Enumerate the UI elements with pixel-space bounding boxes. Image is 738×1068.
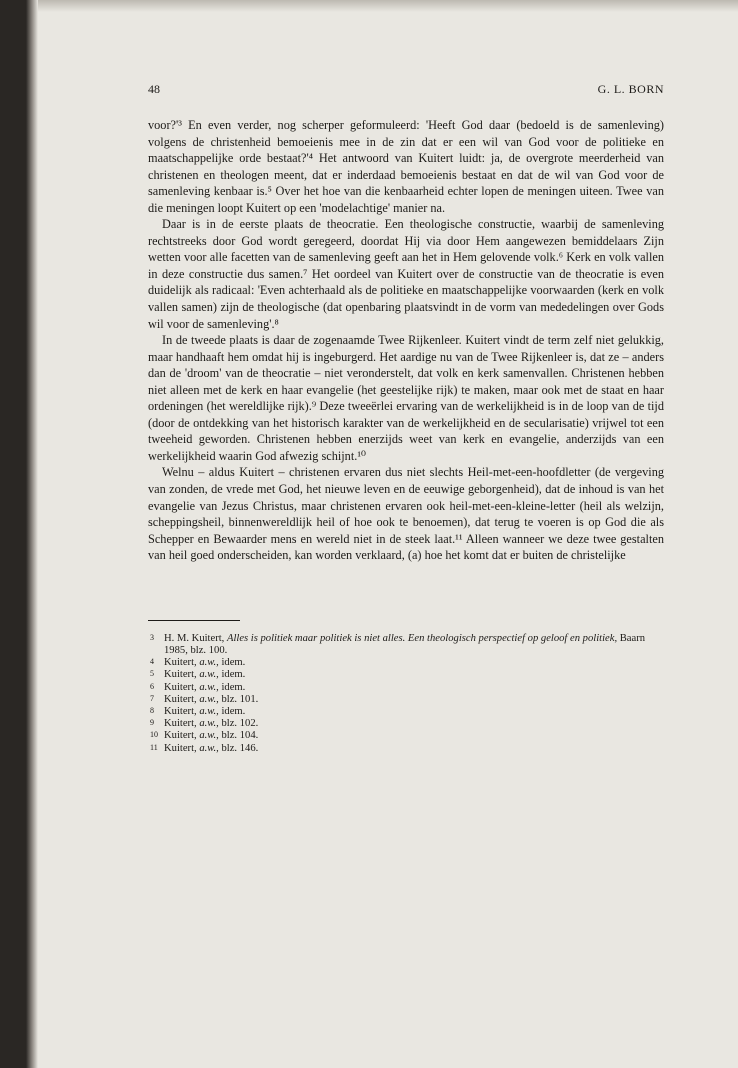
footnote (148, 694, 664, 706)
footnote-text: Kuitert, a.w., idem. (164, 669, 246, 681)
scan-binding-shadow (0, 0, 38, 1068)
running-header (148, 82, 664, 104)
footnote-number: 5 (150, 669, 154, 679)
footnote-text: Kuitert, a.w., idem. (164, 681, 246, 693)
running-head-author: G. L. BORN (597, 82, 664, 96)
body-text (148, 117, 664, 564)
footnote-text: Kuitert, a.w., idem. (164, 705, 246, 717)
paragraph: voor?'³ En even verder, nog scherper geformuleerd: 'Heeft God daar (bedoeld is de samenleving) volgens de christenheid bemoeienis mee in de zin dat er een wil van God voor de politieke en maatschappelijke orde bestaat?'⁴ Het antwoord van Kuitert luidt: ja, de overgrote meerderheid van christenen en theologen meent, dat er inderdaad bemoeienis bestaat en dat de wil van God voor de samenleving kenbaar is.⁵ Over het hoe van die kenbaarheid echter lopen de meningen uiteen. Twee van die meningen loopt Kuitert op een 'modelachtige' manier na. (148, 118, 664, 215)
footnote (148, 706, 664, 718)
paragraph: Daar is in de eerste plaats de theocratie. Een theologische constructie, waarbij de samenleving rechtstreeks door God wordt geregeerd, doordat Hij via door Hem aangewezen bemiddelaars Zijn wetten voor alle facetten van de samenleving geeft aan het in Hem gelovende volk.⁶ Kerk en volk vallen in deze constructie dus samen.⁷ Het oordeel van Kuitert over de constructie van de theocratie is even duidelijk als radicaal: 'Even achterhaald als de politieke en maatschappelijke voorwaarden (kerk en volk vallen samen) zijn de theologische (dat openbaring plaatsvindt in de vorm van mededelingen over Gods wil voor de samenleving'.⁸ (148, 217, 664, 331)
footnote-number: 6 (150, 681, 154, 691)
footnote-number: 7 (150, 693, 154, 703)
footnote-number: 8 (150, 705, 154, 715)
footnote (148, 743, 664, 755)
footnote-divider (148, 620, 240, 621)
footnotes (148, 633, 664, 755)
footnote-number: 3 (150, 632, 154, 642)
footnote-text: Kuitert, a.w., blz. 146. (164, 742, 259, 754)
work-title: Alles is politiek maar politiek is niet alles. Een theologisch perspectief op geloof en politiek, (226, 632, 618, 644)
scan-top-shadow (0, 0, 738, 12)
footnote-text: Kuitert, a.w., idem. (164, 657, 246, 669)
footnote-number: 9 (150, 718, 154, 728)
footnote (148, 633, 664, 657)
footnote-text: H. M. Kuitert, Alles is politiek maar politiek is niet alles. Een theologisch perspectief op geloof en politiek, Baarn 1985, blz. 100. (164, 632, 646, 656)
paragraph: In de tweede plaats is daar de zogenaamde Twee Rijkenleer. Kuitert vindt de term zelf niet gelukkig, maar handhaaft hem omdat hij is ingeburgerd. Het aardige nu van de Twee Rijkenleer is, dat ze – anders dan de 'droom' van de theocratie – niet veronderstelt, dat volk en kerk samenvallen. Christenen hebben niet alleen met de kerk en haar evangelie (het geestelijke rijk) te maken, maar ook met de staat en haar ordeningen (het wereldlijke rijk).⁹ Deze tweeërlei ervaring van de werkelijkheid is in de loop van de tijd (door de ontdekking van het historisch karakter van de werkelijkheid en de secularisatie) vrijwel tot een tweeheid geworden. Christenen hebben enerzijds weet van kerk en evangelie, anderzijds van een werkelijkheid waarin God afwezig schijnt.¹⁰ (148, 333, 664, 463)
page-number: 48 (148, 82, 160, 96)
footnote (148, 669, 664, 681)
book-page (148, 82, 664, 755)
footnote (148, 682, 664, 694)
footnote-text: Kuitert, a.w., blz. 101. (164, 693, 259, 705)
paragraph: Welnu – aldus Kuitert – christenen ervaren dus niet slechts Heil-met-een-hoofdletter (de vergeving van zonden, de vrede met God, het nieuwe leven en de eeuwige geborgenheid), dat de inhoud is van het evangelie van Jezus Christus, maar christenen ervaren ook heil-met-een-kleine-letter (heil als welzijn, scheppingsheil, binnenwereldlijk heil of hoe ook te benoemen), dat terug te voeren is op God die als Schepper en Bewaarder mens en wereld niet in de steek laat.¹¹ Alleen wanneer we deze twee gestalten van heil goed onderscheiden, kan worden verklaard, (a) hoe het komt dat er buiten de christelijke (148, 465, 664, 563)
footnote-text: Kuitert, a.w., blz. 102. (164, 718, 259, 730)
footnote (148, 718, 664, 730)
footnote (148, 730, 664, 742)
footnote-number: 11 (150, 742, 158, 752)
footnote-text: Kuitert, a.w., blz. 104. (164, 730, 259, 742)
footnote-number: 4 (150, 657, 154, 667)
footnote (148, 657, 664, 669)
footnote-number: 10 (150, 730, 158, 740)
